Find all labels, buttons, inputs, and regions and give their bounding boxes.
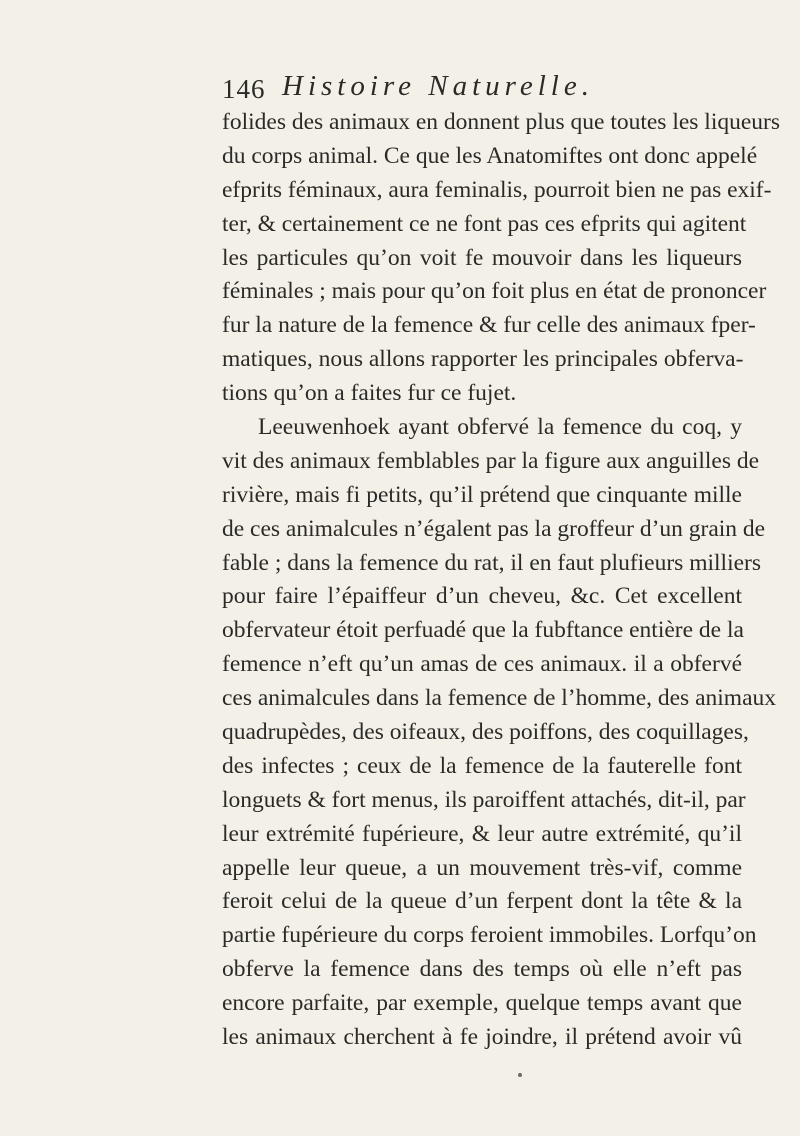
text-line: féminales ; mais pour qu’on foit plus en état de prononcer (222, 278, 767, 305)
text-line: fable ; dans la femence du rat, il en faut plufieurs milliers (222, 549, 761, 576)
text-line: quadrupèdes, des oifeaux, des poiffons, des coquillages, (222, 719, 749, 746)
text-line: feroit celui de la queue d’un ferpent dont la tête & la (222, 888, 742, 915)
text-line: appelle leur queue, a un mouvement très-vif, comme (222, 854, 742, 881)
text-line: rivière, mais fi petits, qu’il prétend que cinquante mille (222, 481, 742, 508)
page-header (222, 66, 742, 110)
text-line: matiques, nous allons rapporter les principales obferva- (222, 346, 744, 373)
text-line: femence n’eft qu’un amas de ces animaux. il a obfervé (222, 651, 742, 678)
paragraph-first-line: Leeuwenhoek ayant obfervé la femence du coq, y (258, 414, 742, 441)
running-title: Histoire Naturelle. (282, 70, 594, 102)
text-line: vit des animaux femblables par la figure aux anguilles de (222, 447, 760, 474)
text-line: ces animalcules dans la femence de l’homme, des animaux (222, 685, 776, 712)
text-line: tions qu’on a faites fur ce fujet. (222, 380, 517, 407)
text-line: longuets & fort menus, ils paroiffent attachés, dit-il, par (222, 786, 746, 813)
text-line: les particules qu’on voit fe mouvoir dans les liqueurs (222, 244, 742, 271)
text-line: folides des animaux en donnent plus que toutes les liqueurs (222, 109, 781, 135)
text-line: fur la nature de la femence & fur celle des animaux fper- (222, 312, 756, 339)
text-line: de ces animalcules n’égalent pas la groffeur d’un grain de (222, 515, 766, 542)
text-line: du corps animal. Ce que les Anatomiftes ont donc appelé (222, 142, 758, 169)
text-line: encore parfaite, par exemple, quelque temps avant que (222, 990, 742, 1017)
body-text (222, 106, 781, 1055)
text-line: ter, & certainement ce ne font pas ces efprits qui agitent (222, 210, 747, 237)
page-number: 146 (222, 74, 266, 104)
text-line: obfervateur étoit perfuadé que la fubftance entière de la (222, 617, 744, 644)
text-line: pour faire l’épaiffeur d’un cheveu, &c. Cet excellent (222, 583, 742, 610)
text-line: efprits féminaux, aura feminalis, pourroit bien ne pas exif- (222, 176, 772, 203)
text-line: des infectes ; ceux de la femence de la fauterelle font (222, 752, 742, 779)
ink-speck (518, 1073, 522, 1077)
text-line: les animaux cherchent à fe joindre, il prétend avoir vû (222, 1024, 742, 1051)
text-line: obferve la femence dans des temps où elle n’eft pas (222, 956, 742, 983)
text-line: partie fupérieure du corps feroient immobiles. Lorfqu’on (222, 922, 757, 949)
text-line: leur extrémité fupérieure, & leur autre extrémité, qu’il (222, 820, 742, 847)
